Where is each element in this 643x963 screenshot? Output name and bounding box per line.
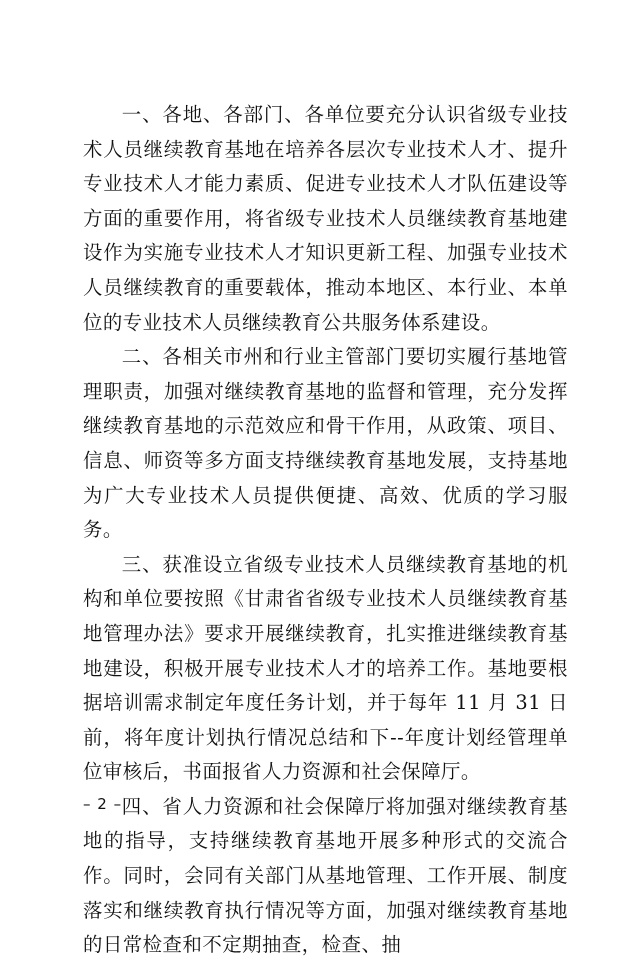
paragraph-3: 三、获准设立省级专业技术人员继续教育基地的机构和单位要按照《甘肃省省级专业技术人员继续教育基地管理办法》要求开展继续教育，扎实推进继续教育基地建设，积极开展专业技术人才的培养工作。基地要根据培训需求制定年度任务计划，并于每年 11 月 31 日前，将年度计划执行情况总结和下--年度计划经管理单位审核后，书面报省人力资源和社会保障厅。 [83, 552, 568, 784]
paragraph-2: 二、各相关市州和行业主管部门要切实履行基地管理职责，加强对继续教育基地的监督和管理，充分发挥继续教育基地的示范效应和骨干作用，从政策、项目、信息、师资等多方面支持继续教育基地发展，支持基地为广大专业技术人员提供便捷、高效、优质的学习服务。 [83, 345, 568, 542]
page-number: – 2 – [83, 795, 123, 813]
document-body [83, 98, 568, 963]
paragraph-1: 一、各地、各部门、各单位要充分认识省级专业技术人员继续教育基地在培养各层次专业技术人才、提升专业技术人才能力素质、促进专业技术人才队伍建设等方面的重要作用，将省级专业技术人员继续教育基地建设作为实施专业技术人才知识更新工程、加强专业技术人员继续教育的重要载体，推动本地区、本行业、本单位的专业技术人员继续教育公共服务体系建设。 [83, 103, 568, 334]
paragraph-4: 四、省人力资源和社会保障厅将加强对继续教育基地的指导，支持继续教育基地开展多种形式的交流合作。同时，会同有关部门从基地管理、工作开展、制度落实和继续教育执行情况等方面，加强对继续教育基地的日常检查和不定期抽查，检查、抽 [83, 794, 568, 957]
